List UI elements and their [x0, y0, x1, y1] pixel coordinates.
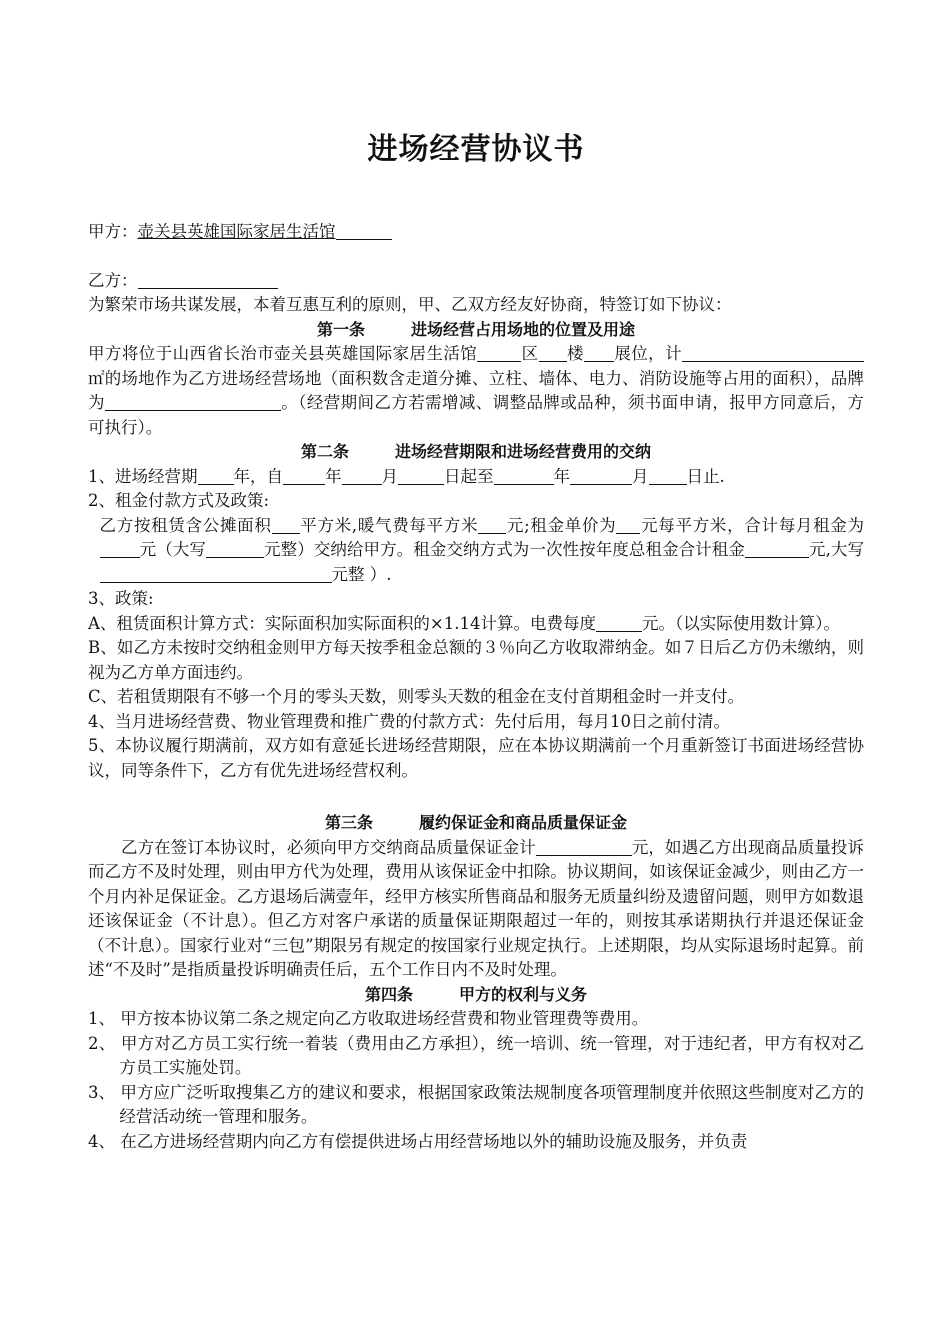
preamble: 为繁荣市场共谋发展，本着互惠互利的原则，甲、乙双方经友好协商，特签订如下协议： — [88, 295, 732, 314]
party-a-blank — [336, 221, 392, 240]
article3-heading — [88, 811, 864, 836]
blank-rent-area — [272, 515, 300, 534]
article4-number: 第四条 — [364, 984, 413, 1004]
blank-size-a — [682, 343, 766, 362]
rent-f: 元整）交纳给甲方。租金交纳方式为一次性按年度总租金合计租金 — [263, 540, 745, 559]
article2-item3: 3、政策: — [88, 589, 154, 608]
blank-end-year — [494, 466, 554, 485]
article3-text — [88, 836, 864, 983]
article4-item1: 1、 甲方按本协议第二条之规定向乙方收取进场经营费和物业管理费等费用。 — [88, 1009, 649, 1028]
blank-end-day — [649, 466, 687, 485]
article1-t3: 楼 — [566, 344, 584, 363]
blank-booth — [584, 343, 614, 362]
rent-c: 元;租金单价为 — [506, 515, 617, 535]
i1-e: 日起至 — [444, 466, 494, 486]
blank-deposit — [536, 837, 632, 856]
article3-title: 履约保证金和商品质量保证金 — [419, 813, 628, 832]
rent-b: 平方米,暖气费每平方米 — [299, 515, 479, 535]
article2-item4: 4、当月进场经营费、物业管理费和推广费的付款方式：先付后用，每月10日之前付清。 — [88, 711, 730, 731]
i1-d: 月 — [381, 466, 398, 486]
i1-a: 1、进场经营期 — [88, 466, 198, 486]
article1-t1: 甲方将位于山西省长治市壶关县英雄国际家居生活馆 — [88, 344, 478, 363]
i1-g: 月 — [632, 466, 649, 486]
article4-item3: 3、 甲方应广泛听取搜集乙方的建议和要求，根据国家政策法规制度各项管理制度并依照这些制度对乙方的经营活动统一管理和服务。 — [88, 1082, 864, 1126]
blank-monthly-caps — [206, 539, 264, 558]
blank-start-day — [398, 466, 444, 485]
article1-title: 进场经营占用场地的位置及用途 — [411, 319, 636, 339]
policy-b: B、如乙方未按时交纳租金则甲方每天按季租金总额的３％向乙方收取滞纳金。如７日后乙方仍未缴纳，则视为乙方单方面违约。 — [88, 638, 864, 682]
blank-total — [745, 539, 809, 558]
article3-b: 元，如遇乙方出现商品质量投诉而乙方不及时处理，则由甲方代为处理，费用从该保证金中扣除。协议期间，如该保证金减少，则由乙方一个月内补足保证金。乙方退场后满壹年，经甲方核实所售商品和服务无质量纠纷及遗留问题，则甲方如数退还该保证金（不计息）。但乙方对客户承诺的质量保证期限超过一年的，则按其承诺期执行并退还保证金（不计息）。国家行业对“三包”期限另有规定的按国家行业规定执行。上述期限，均从实际退场时起算。前述“不及时”是指质量投诉明确责任后，五个工作日内不及时处理。 — [88, 837, 865, 979]
article1-t5: ㎡的场地作为乙方进场经营场地（面积数含走道分摊、立柱、墙体、电力、消防设施等占用的面积），品牌为 — [88, 368, 864, 412]
rent-d: 元每平方米，合计每月租金为 — [640, 515, 865, 535]
article2-number: 第二条 — [300, 442, 349, 461]
party-b-line — [88, 269, 864, 294]
i1-c: 年 — [325, 466, 342, 486]
article4-item2: 2、 甲方对乙方员工实行统一着装（费用由乙方承担），统一培训、统一管理，对于违纪者，甲方有权对乙方员工实施处罚。 — [88, 1033, 864, 1077]
blank-end-month — [570, 466, 632, 485]
pa-a: A、租赁面积计算方式：实际面积加实际面积的×1.14计算。电费每度 — [88, 613, 596, 633]
article2-heading — [88, 440, 864, 465]
blank-start-year — [283, 466, 325, 485]
policy-a — [88, 612, 864, 637]
pa-b: 元。（以实际使用数计算）。 — [641, 613, 840, 633]
rent-h: 元整 ）. — [331, 564, 392, 584]
document-title: 进场经营协议书 — [367, 132, 585, 167]
article3-a: 乙方在签订本协议时，必须向甲方交纳商品质量保证金计 — [121, 837, 536, 857]
article1-heading — [88, 318, 864, 343]
article2-item1 — [88, 465, 864, 490]
policy-c: C、若租赁期限有不够一个月的零头天数，则零头天数的租金在支付首期租金时一并支付。 — [88, 687, 745, 706]
blank-unit-price — [616, 515, 640, 534]
article4-item4: 4、 在乙方进场经营期内向乙方有偿提供进场占用经营场地以外的辅助设施及服务，并负责 — [88, 1131, 748, 1151]
i1-h: 日止. — [686, 466, 725, 486]
article3-number: 第三条 — [324, 813, 373, 832]
blank-start-month — [342, 466, 382, 485]
i1-b: 年，自 — [233, 466, 283, 486]
section-gap — [88, 783, 864, 811]
blank-area — [477, 343, 521, 362]
article2-title: 进场经营期限和进场经营费用的交纳 — [395, 442, 652, 461]
party-a-line — [88, 220, 864, 245]
article2-rent — [88, 514, 864, 588]
article1-t4: 展位，计 — [613, 344, 682, 363]
blank-heating — [478, 515, 506, 534]
blank-size-b — [766, 343, 864, 362]
blank-years — [198, 466, 234, 485]
article2-item5: 5、本协议履行期满前，双方如有意延长进场经营期限，应在本协议期满前一个月重新签订书面进场经营协议，同等条件下，乙方有优先进场经营权利。 — [88, 736, 864, 780]
article2-item2: 2、租金付款方式及政策: — [88, 491, 270, 510]
party-b-label: 乙方： — [88, 270, 138, 290]
blank-total-caps — [100, 564, 332, 583]
party-a-name: 壶关县英雄国际家居生活馆 — [137, 222, 336, 241]
blank-floor — [539, 343, 567, 362]
party-a-label: 甲方： — [88, 222, 138, 241]
blank-monthly — [100, 539, 140, 558]
party-b-blank — [138, 270, 278, 289]
rent-a: 乙方按租赁含公摊面积 — [99, 515, 272, 535]
rent-g: 元,大写 — [808, 540, 865, 559]
article4-title: 甲方的权利与义务 — [459, 984, 588, 1004]
article1-t2: 区 — [521, 344, 539, 363]
article1-t6: 。（经营期间乙方若需增减、调整品牌或品种，须书面申请，报甲方同意后，方可执行）。 — [88, 393, 865, 437]
article4-heading — [88, 983, 864, 1008]
i1-f: 年 — [553, 466, 570, 486]
blank-electricity — [596, 613, 642, 632]
article1-text — [88, 342, 864, 440]
article1-number: 第一条 — [316, 319, 365, 339]
blank-brand — [105, 392, 281, 411]
rent-e: 元（大写 — [139, 540, 206, 559]
